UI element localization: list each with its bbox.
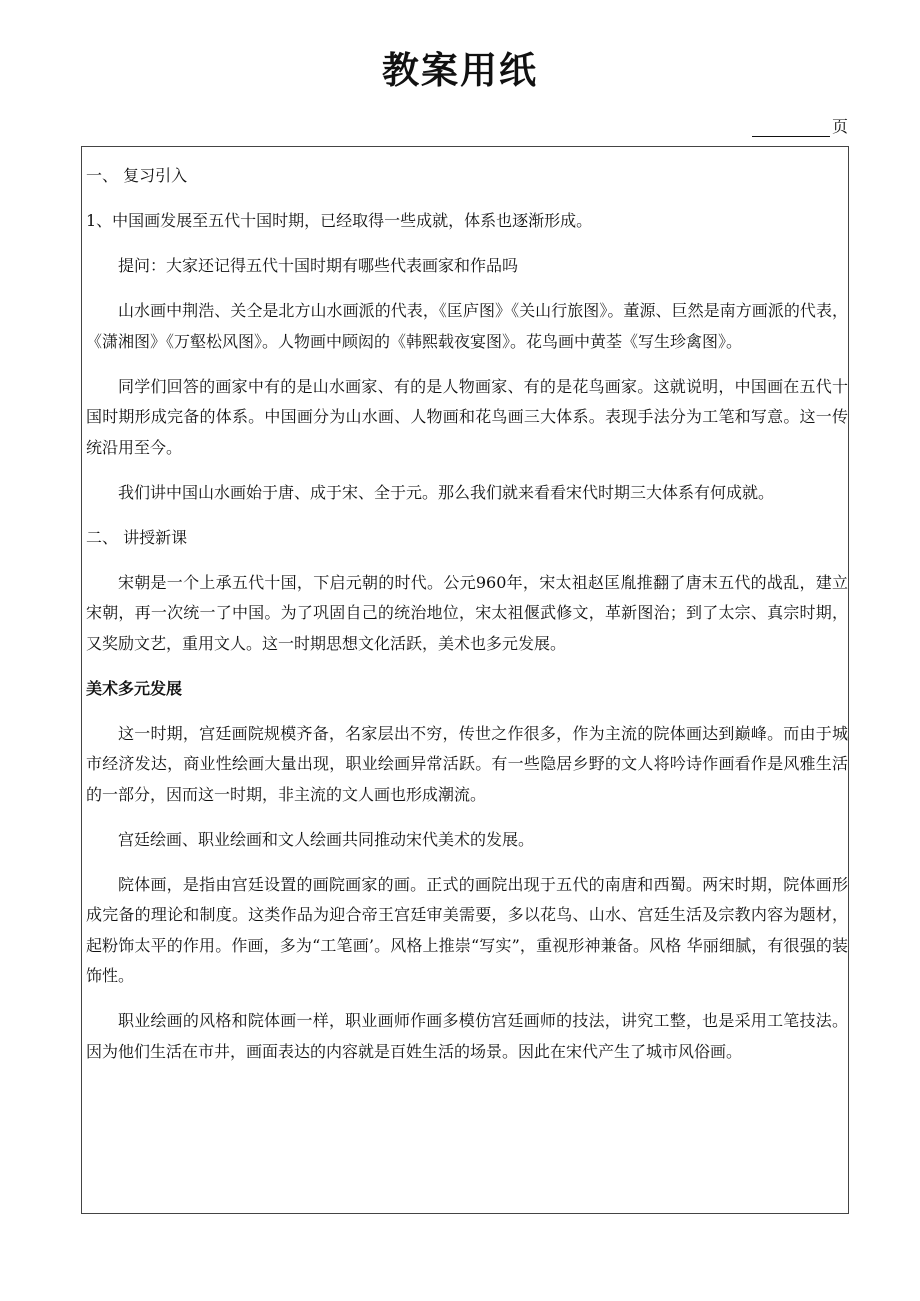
paragraph: 同学们回答的画家中有的是山水画家、有的是人物画家、有的是花鸟画家。这就说明，中国画在五代十国时期形成完备的体系。中国画分为山水画、人物画和花鸟画三大体系。表现手法分为工笔和写意。这一传统沿用至今。 [86, 376, 848, 457]
paragraph: 提问：大家还记得五代十国时期有哪些代表画家和作品吗 [118, 256, 519, 275]
lesson-plan-frame [81, 146, 849, 1214]
paragraph: 职业绘画的风格和院体画一样，职业画师作画多模仿宫廷画师的技法，讲究工整，也是采用工笔技法。因为他们生活在市井，画面表达的内容就是百姓生活的场景。因此在宋代产生了城市风俗画。 [86, 1011, 848, 1061]
lesson-content [86, 161, 848, 1082]
paragraph: 1、中国画发展至五代十国时期，已经取得一些成就，体系也逐渐形成。 [86, 211, 593, 230]
paragraph: 院体画，是指由宫廷设置的画院画家的画。正式的画院出现于五代的南唐和西蜀。两宋时期，院体画形成完备的理论和制度。这类作品为迎合帝王宫廷审美需要，多以花鸟、山水、宫廷生活及宗教内容为题材，起粉饰太平的作用。作画，多为“工笔画’。风格上推崇“写实”，重视形神兼备。风格 华丽细腻，有很强的装饰性。 [86, 874, 848, 985]
page-number-field [752, 114, 848, 137]
paragraph: 宫廷绘画、职业绘画和文人绘画共同推动宋代美术的发展。 [118, 829, 535, 849]
section-heading-new-lesson: 二、 讲授新课 [86, 527, 188, 547]
paragraph: 我们讲中国山水画始于唐、成于宋、全于元。那么我们就来看看宋代时期三大体系有何成就。 [118, 482, 775, 502]
paragraph: 宋朝是一个上承五代十国，下启元朝的时代。公元960年，宋太祖赵匡胤推翻了唐末五代的战乱，建立宋朝，再一次统一了中国。为了巩固自己的统治地位，宋太祖偃武修文，革新图治；到了太宗、真宗时期，又奖励文艺，重用文人。这一时期思想文化活跃，美术也多元发展。 [86, 572, 848, 653]
subheading-art-development: 美术多元发展 [86, 678, 183, 698]
page-number-blank [752, 119, 830, 137]
paragraph: 这一时期，宫廷画院规模齐备，名家层出不穷，传世之作很多，作为主流的院体画达到巅峰。而由于城市经济发达，商业性绘画大量出现，职业绘画异常活跃。有一些隐居乡野的文人将吟诗作画看作是风雅生活的一部分，因而这一时期，非主流的文人画也形成潮流。 [86, 723, 848, 804]
paragraph: 山水画中荆浩、关仝是北方山水画派的代表，《匡庐图》《关山行旅图》。董源、巨然是南方画派的代表，《潇湘图》《万壑松风图》。人物画中顾闳的《韩熙载夜宴图》。花鸟画中黄荃《写生珍禽图》。 [86, 301, 848, 351]
page-title: 教案用纸 [382, 49, 538, 92]
page-label: 页 [831, 117, 848, 136]
section-heading-review: 一、 复习引入 [86, 166, 188, 185]
